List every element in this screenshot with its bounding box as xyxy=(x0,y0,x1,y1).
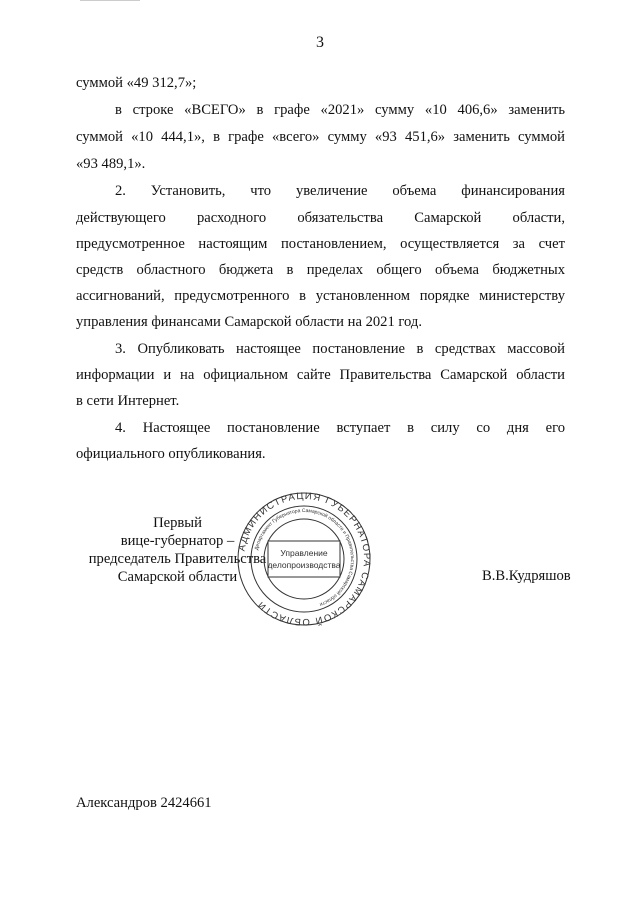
text-line: в сети Интернет. xyxy=(76,393,180,409)
stamp-center-line: Управление xyxy=(280,548,328,558)
text-line: в строке «ВСЕГО» в графе «2021» сумму «10 406,6» заменить xyxy=(115,102,565,118)
text-line: официального опубликования. xyxy=(76,446,266,462)
stamp-inner-text: Департамент Губернатора Самарской области и Правительства Самарской области xyxy=(253,507,356,608)
stamp-outer-text: АДМИНИСТРАЦИЯ ГУБЕРНАТОРА САМАРСКОЙ ОБЛАСТИ xyxy=(236,491,372,627)
page-number: 3 xyxy=(316,34,324,51)
text-line: 4. Настоящее постановление вступает в силу со дня его xyxy=(115,420,565,436)
scan-artifact xyxy=(80,0,140,4)
signer-title-line: Самарской области xyxy=(117,569,238,585)
text-line: суммой «10 444,1», в графе «всего» сумму «93 451,6» заменить суммой xyxy=(76,129,565,145)
text-line: 3. Опубликовать настоящее постановление в средствах массовой xyxy=(115,341,565,357)
text-line: предусмотренное настоящим постановлением, осуществляется за счет xyxy=(76,236,565,252)
text-line: действующего расходного обязательства Самарской области, xyxy=(76,210,565,226)
signer-title-line: Первый xyxy=(153,515,202,531)
signer-title-line: вице-губернатор – xyxy=(120,533,235,549)
text-line: суммой «49 312,7»; xyxy=(76,75,197,91)
text-line: средств областного бюджета в пределах общего объема бюджетных xyxy=(76,262,565,278)
stamp-center-line: делопроизводства xyxy=(267,560,341,570)
text-line: информации и на официальном сайте Правительства Самарской области xyxy=(76,367,565,383)
signer-name: В.В.Кудряшов xyxy=(482,568,571,584)
text-line: управления финансами Самарской области на 2021 год. xyxy=(76,314,422,330)
text-line: 2. Установить, что увеличение объема финансирования xyxy=(115,183,565,199)
official-seal-stamp xyxy=(236,491,372,627)
text-line: «93 489,1». xyxy=(76,156,146,172)
signer-title-line: председатель Правительства xyxy=(88,551,267,567)
executor-contact: Александров 2424661 xyxy=(76,795,212,811)
text-line: ассигнований, предусмотренного в установленном порядке министерству xyxy=(76,288,565,304)
